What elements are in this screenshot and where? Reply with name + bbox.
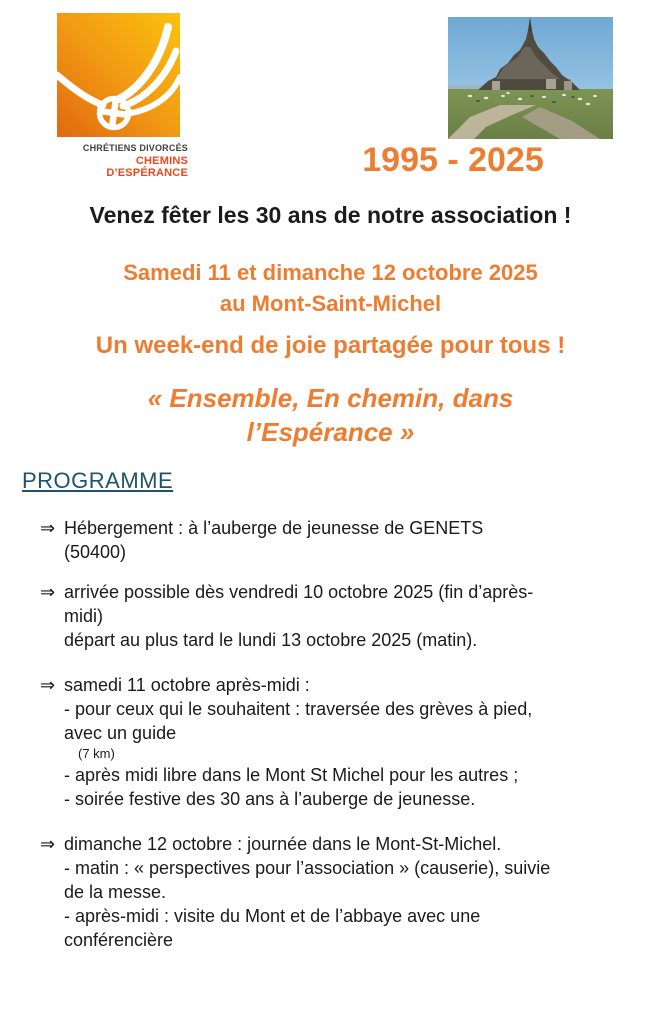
arrow-bullet-icon: ⇒ bbox=[40, 518, 56, 538]
arrow-bullet-icon: ⇒ bbox=[40, 675, 56, 695]
program-item-arrivee bbox=[22, 580, 639, 652]
event-motto bbox=[0, 381, 661, 449]
program-line: conférencière bbox=[64, 930, 174, 950]
photo-block bbox=[362, 13, 613, 180]
program-line: Hébergement : à l’auberge de jeunesse de GENETS bbox=[64, 518, 484, 538]
mont-saint-michel-photo bbox=[448, 17, 613, 139]
program-item-hebergement bbox=[22, 516, 639, 564]
program-line: départ au plus tard le lundi 13 octobre 2025 (matin). bbox=[64, 630, 478, 650]
event-dates: Samedi 11 et dimanche 12 octobre 2025 bbox=[123, 260, 538, 285]
program-line-distance: (7 km) bbox=[78, 746, 115, 761]
program-item-dimanche bbox=[22, 832, 639, 952]
logo-caption-line1: CHRÉTIENS DIVORCÉS bbox=[82, 143, 188, 153]
program-line: - après midi libre dans le Mont St Michel pour les autres ; bbox=[64, 765, 519, 785]
program-line: de la messe. bbox=[64, 882, 167, 902]
event-location: au Mont-Saint-Michel bbox=[219, 291, 442, 316]
event-tagline: Un week-end de joie partagée pour tous ! bbox=[95, 332, 566, 359]
anniversary-years: 1995 - 2025 bbox=[362, 141, 544, 179]
chemins-esperance-logo-icon bbox=[57, 13, 180, 137]
program-line: - pour ceux qui le souhaitent : traversée des grèves à pied, bbox=[64, 699, 533, 719]
header bbox=[0, 0, 661, 180]
logo-caption-line2: CHEMINS D’ESPÉRANCE bbox=[106, 155, 188, 179]
program-line: - matin : « perspectives pour l’association » (causerie), suivie bbox=[64, 858, 551, 878]
programme-heading: PROGRAMME bbox=[22, 468, 174, 493]
programme-section bbox=[0, 468, 661, 952]
page-title: Venez fêter les 30 ans de notre association ! bbox=[89, 202, 572, 228]
programme-items bbox=[22, 516, 639, 952]
program-line: - soirée festive des 30 ans à l’auberge de jeunesse. bbox=[64, 789, 476, 809]
motto-line1: « Ensemble, En chemin, dans bbox=[147, 383, 514, 413]
program-line: arrivée possible dès vendredi 10 octobre 2025 (fin d’après- bbox=[64, 582, 534, 602]
arrow-bullet-icon: ⇒ bbox=[40, 582, 56, 602]
program-line: avec un guide bbox=[64, 723, 177, 743]
motto-line2: l’Espérance » bbox=[246, 417, 415, 447]
program-line: - après-midi : visite du Mont et de l’abbaye avec une bbox=[64, 906, 481, 926]
program-line: midi) bbox=[64, 606, 103, 626]
program-line: samedi 11 octobre après-midi : bbox=[64, 675, 310, 695]
event-subtitle bbox=[0, 260, 661, 360]
program-line: dimanche 12 octobre : journée dans le Mont-St-Michel. bbox=[64, 834, 502, 854]
arrow-bullet-icon: ⇒ bbox=[40, 834, 56, 854]
association-logo bbox=[57, 13, 188, 179]
program-line: (50400) bbox=[64, 542, 127, 562]
program-item-samedi bbox=[22, 673, 639, 811]
